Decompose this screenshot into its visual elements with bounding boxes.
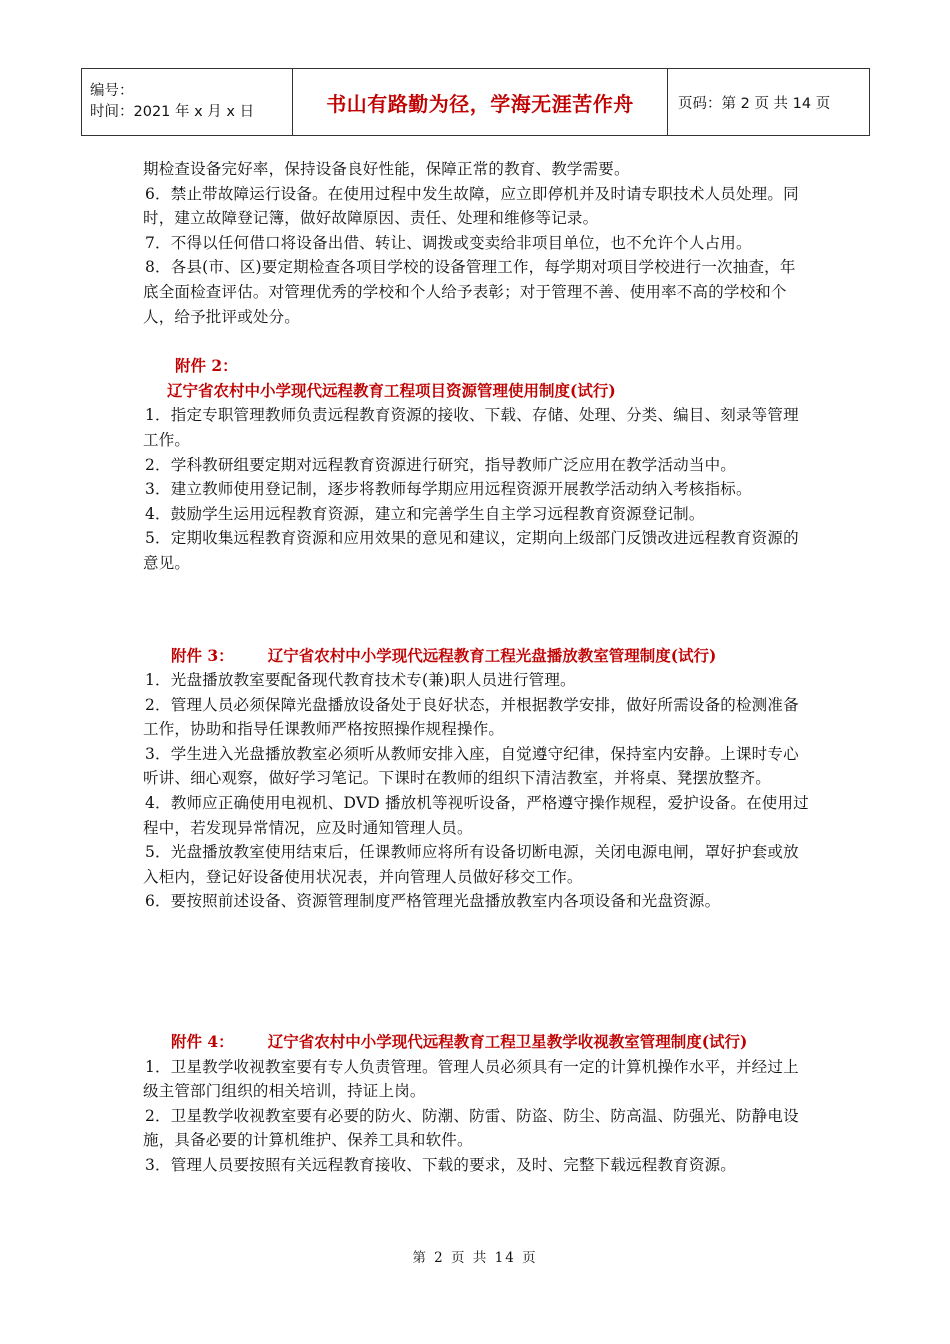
header-page-info: 页码：第 2 页 共 14 页 [668,69,870,136]
paragraph: 期检查设备完好率，保持设备良好性能，保障正常的教育、教学需要。 [143,160,630,178]
paragraph: 3．学生进入光盘播放教室必须听从教师安排入座，自觉遵守纪律，保持室内安静。上课时专心听讲、细心观察，做好学习笔记。下课时在教师的组织下清洁教室，并将桌、凳摆放整齐。 [143,744,799,788]
paragraph: 8．各县(市、区)要定期检查各项目学校的设备管理工作，每学期对项目学校进行一次抽查，年底全面检查评估。对管理优秀的学校和个人给予表彰；对于管理不善、使用率不高的学校和个人，给予批评或处分。 [143,258,796,326]
annex-title: 辽宁省农村中小学现代远程教育工程卫星教学收视教室管理制度(试行) [267,1032,748,1052]
document-date: 时间：2021 年 x 月 x 日 [90,104,255,120]
paragraph: 5．光盘播放教室使用结束后，任课教师应将所有设备切断电源，关闭电源电闸，罩好护套或放入柜内，登记好设备使用状况表，并向管理人员做好移交工作。 [143,843,799,886]
paragraph: 1．卫星教学收视教室要有专人负责管理。管理人员必须具有一定的计算机操作水平，并经过上级主管部门组织的相关培训，持证上岗。 [143,1057,799,1101]
paragraph: 4．教师应正确使用电视机、DVD 播放机等视听设备，严格遵守操作规程，爱护设备。在使用过程中，若发现异常情况，应及时通知管理人员。 [143,794,809,837]
paragraph: 6．要按照前述设备、资源管理制度严格管理光盘播放教室内各项设备和光盘资源。 [145,892,721,911]
paragraph: 2．卫星教学收视教室要有必要的防火、防潮、防雷、防盗、防尘、防高温、防强光、防静电设施，具备必要的计算机维护、保养工具和软件。 [143,1106,799,1150]
annex-heading [143,1030,809,1055]
paragraph: 3．管理人员要按照有关远程教育接收、下载的要求，及时、完整下载远程教育资源。 [145,1156,736,1174]
paragraph: 2．学科教研组要定期对远程教育资源进行研究，指导教师广泛应用在教学活动当中。 [145,455,736,474]
page-header [81,68,870,136]
paragraph: 3．建立教师使用登记制，逐步将教师每学期应用远程资源开展教学活动纳入考核指标。 [145,480,752,499]
page-footer: 第 2 页 共 14 页 [412,1250,538,1266]
paragraph: 7．不得以任何借口将设备出借、转让、调拨或变卖给非项目单位，也不允许个人占用。 [145,233,752,252]
annex-title: 辽宁省农村中小学现代远程教育工程光盘播放教室管理制度(试行) [267,645,717,665]
document-body [143,157,809,1178]
paragraph: 1．光盘播放教室要配备现代教育技术专(兼)职人员进行管理。 [145,671,576,690]
annex-heading [143,644,809,669]
annex-label: 附件 2： [175,356,238,376]
document-number-label: 编号： [90,83,134,99]
annex-title: 辽宁省农村中小学现代远程教育工程项目资源管理使用制度(试行) [167,380,616,400]
header-motto: 书山有路勤为径，学海无涯苦作舟 [293,69,668,136]
paragraph: 1．指定专职管理教师负责远程教育资源的接收、下载、存储、处理、分类、编目、刻录等管理工作。 [143,406,799,449]
header-meta [82,69,293,136]
annex-label: 附件 4： [171,1032,234,1052]
paragraph: 6．禁止带故障运行设备。在使用过程中发生故障，应立即停机并及时请专职技术人员处理。同时，建立故障登记簿，做好故障原因、责任、处理和维修等记录。 [143,184,799,228]
paragraph: 5．定期收集远程教育资源和应用效果的意见和建议，定期向上级部门反馈改进远程教育资源的意见。 [143,529,799,572]
annex-label: 附件 3： [171,645,234,665]
paragraph: 4．鼓励学生运用远程教育资源，建立和完善学生自主学习远程教育资源登记制。 [145,504,705,523]
paragraph: 2．管理人员必须保障光盘播放设备处于良好状态，并根据教学安排，做好所需设备的检测准备工作，协助和指导任课教师严格按照操作规程操作。 [143,695,799,739]
